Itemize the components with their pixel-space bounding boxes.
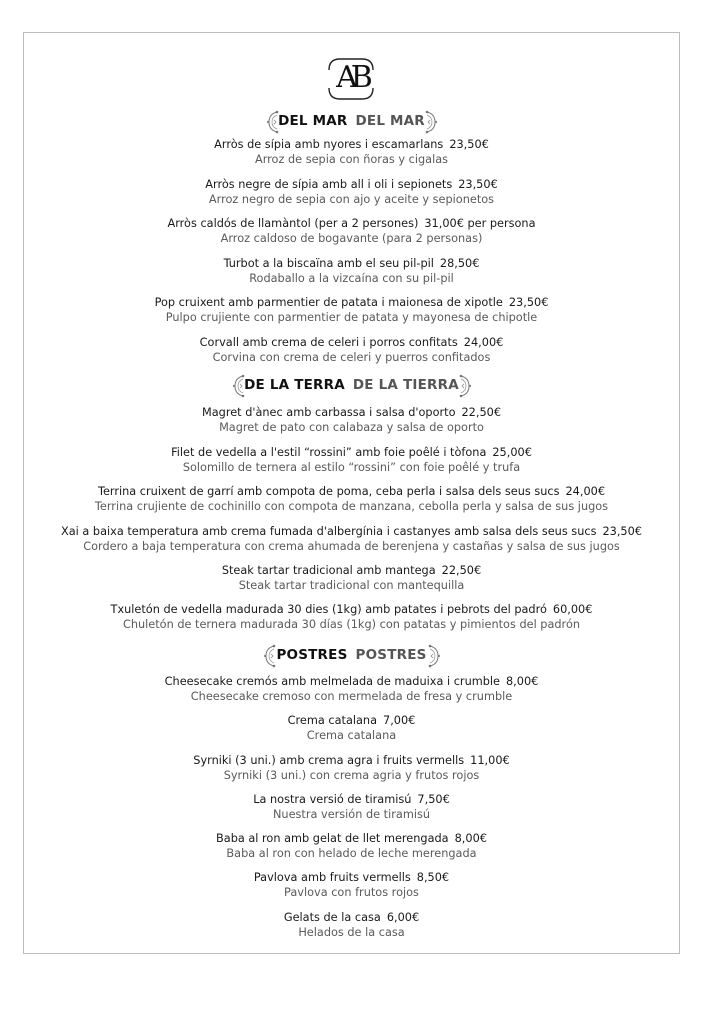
dish-name-es: Terrina crujiente de cochinillo con compota de manzana, cebolla perla y salsa de sus jugos [94,500,609,513]
dish-price: 23,50€ [449,138,489,151]
dish-name-ca [0,177,703,192]
dish-item [0,792,703,822]
dish-name-ca [0,335,703,350]
dish-name-es: Rodaballo a la vizcaína con su pil-pil [249,272,454,285]
dish-item [0,753,703,783]
dish-name-ca [0,484,703,499]
dish-item [0,910,703,940]
dish-price: 7,00€ [383,714,416,727]
dish-name: Pop cruixent amb parmentier de patata i maionesa de xipotle [154,296,503,309]
dish-name-es: Baba al ron con helado de leche merengada [226,847,477,860]
section-title-ca: DE LA TERRA [244,377,345,393]
dish-name-ca [0,602,703,617]
dish-item [0,405,703,435]
dish-name: Turbot a la biscaïna amb el seu pil-pil [223,257,434,270]
restaurant-logo [326,56,376,102]
dish-name-ca [0,831,703,846]
dish-name-ca [0,792,703,807]
dish-name-es: Pavlova con frutos rojos [284,886,419,899]
dish-name-es: Arroz caldoso de bogavante (para 2 personas) [220,232,483,245]
dish-item [0,484,703,514]
dish-name-ca [0,524,703,539]
dish-item [0,870,703,900]
dish-name-es: Cheesecake cremoso con mermelada de fresa y crumble [190,690,513,703]
ornament-right-icon [423,110,439,134]
dish-price: 23,50€ [458,178,498,191]
dish-name-es: Arroz negro de sepia con ajo y aceite y sepionetos [208,193,495,206]
dish-price: 8,00€ [454,832,487,845]
dish-name: Baba al ron amb gelat de llet merengada [216,832,449,845]
dish-name: Filet de vedella a l'estil “rossini” amb foie poêlé i tòfona [171,446,487,459]
dish-price: 24,00€ [565,485,606,498]
dish-name: La nostra versió de tiramisú [253,793,412,806]
dish-name: Steak tartar tradicional amb mantega [221,564,436,577]
dish-item [0,602,703,632]
dish-name: Syrniki (3 uni.) amb crema agra i fruits vermells [193,754,465,767]
section-heading [0,644,703,668]
dish-price: 31,00€ per persona [424,217,536,230]
dish-name: Arròs de sípia amb nyores i escamarlans [214,138,444,151]
dish-name-es: Cordero a baja temperatura con crema ahumada de berenjena y castañas y salsa de sus jugos [83,540,620,553]
dish-name-ca [0,910,703,925]
dish-name: Magret d'ànec amb carbassa i salsa d'oporto [201,406,456,419]
dish-name-es: Magret de pato con calabaza y salsa de oporto [219,421,484,434]
section-heading [0,374,703,398]
dish-name-ca [0,753,703,768]
dish-item [0,256,703,286]
section-title-es: DE LA TIERRA [352,377,459,393]
dish-item [0,177,703,207]
dish-name-es: Chuletón de ternera madurada 30 días (1kg) con patatas y pimientos del padrón [122,618,581,631]
ornament-right-icon [426,644,442,668]
dish-item [0,831,703,861]
logo-monogram: AB [336,60,366,95]
dish-name-es: Solomillo de ternera al estilo “rossini” con foie poêlé y trufa [182,461,521,474]
dish-name-es: Pulpo crujiente con parmentier de patata y mayonesa de chipotle [165,311,538,324]
dish-name: Cheesecake cremós amb melmelada de maduixa i crumble [164,675,500,688]
dish-price: 24,00€ [463,336,504,349]
section-title-ca: POSTRES [276,647,348,663]
dish-name: Gelats de la casa [283,911,381,924]
dish-name: Txuletón de vedella madurada 30 dies (1kg) amb patates i pebrots del padró [110,603,547,616]
dish-item [0,563,703,593]
dish-name: Terrina cruixent de garrí amb compota de poma, ceba perla i salsa dels seus sucs [97,485,560,498]
dish-price: 22,50€ [461,406,502,419]
dish-price: 60,00€ [552,603,593,616]
dish-name-ca [0,137,703,152]
dish-item [0,335,703,365]
dish-name: Crema catalana [287,714,378,727]
section-title [0,377,703,393]
dish-name-ca [0,713,703,728]
dish-name-ca [0,405,703,420]
section-title-es: DEL MAR [355,113,425,129]
dish-price: 25,00€ [492,446,532,459]
dish-name-es: Crema catalana [306,729,397,742]
dish-name-es: Corvina con crema de celeri y puerros confitados [212,351,491,364]
dish-name-es: Helados de la casa [298,926,405,939]
dish-price: 22,50€ [441,564,482,577]
dish-price: 7,50€ [417,793,450,806]
ornament-right-icon [457,374,473,398]
dish-name-es: Arroz de sepia con ñoras y cigalas [254,153,449,166]
dish-item [0,445,703,475]
dish-price: 23,50€ [508,296,549,309]
dish-price: 8,50€ [416,871,450,884]
dish-item [0,674,703,704]
dish-name-es: Nuestra versión de tiramisú [272,808,431,821]
dish-name-ca [0,445,703,460]
dish-name-es: Syrniki (3 uni.) con crema agria y frutos rojos [223,769,480,782]
dish-price: 28,50€ [439,257,480,270]
dish-name-ca [0,870,703,885]
dish-name: Arròs negre de sípia amb all i oli i sepionets [205,178,453,191]
dish-item [0,216,703,246]
dish-name-ca [0,674,703,689]
section-heading [0,110,703,134]
dish-price: 8,00€ [506,675,539,688]
dish-item [0,295,703,325]
dish-name: Pavlova amb fruits vermells [253,871,411,884]
dish-price: 23,50€ [602,525,642,538]
dish-item [0,524,703,554]
dish-name-ca [0,295,703,310]
dish-price: 6,00€ [386,911,420,924]
section-title-ca: DEL MAR [278,113,348,129]
dish-name: Corvall amb crema de celeri i porros confitats [199,336,458,349]
dish-name-ca [0,256,703,271]
dish-name-ca [0,216,703,231]
dish-name: Xai a baixa temperatura amb crema fumada d'albergínia i castanyes amb salsa dels seus sucs [61,525,597,538]
dish-price: 11,00€ [470,754,510,767]
dish-name-es: Steak tartar tradicional con mantequilla [238,579,465,592]
dish-item [0,713,703,743]
section-title-es: POSTRES [355,647,427,663]
dish-name: Arròs caldós de llamàntol (per a 2 persones) [167,217,419,230]
dish-name-ca [0,563,703,578]
section-title [0,647,703,663]
dish-item [0,137,703,167]
section-title [0,113,703,129]
